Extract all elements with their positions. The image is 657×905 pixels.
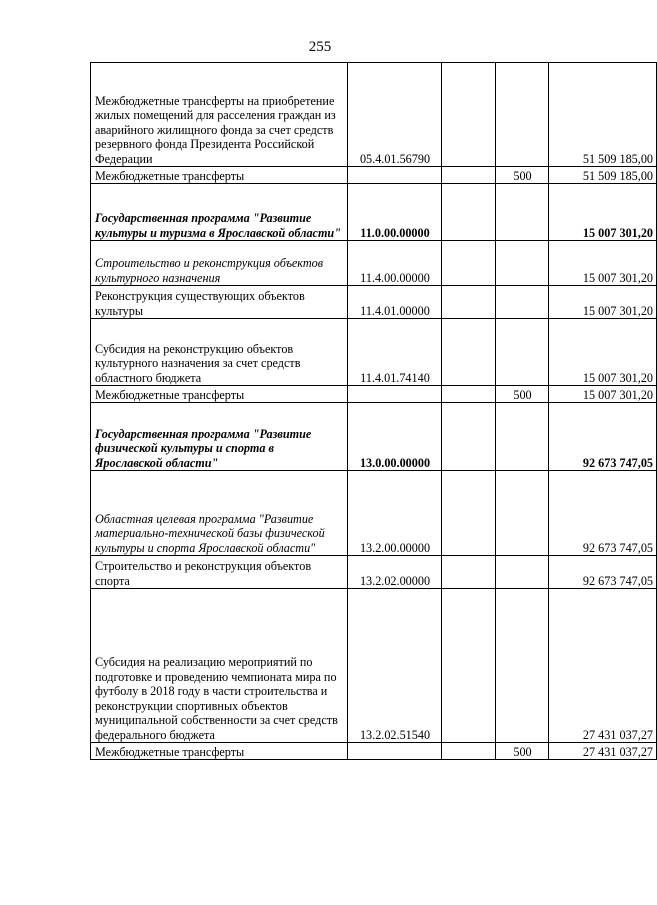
row-name: Межбюджетные трансферты — [91, 386, 348, 403]
row-amount: 92 673 747,05 — [549, 556, 657, 589]
row-vr — [496, 471, 549, 556]
table-row — [91, 471, 657, 556]
row-vr — [496, 589, 549, 743]
row-empty-cell — [442, 184, 496, 241]
row-code: 05.4.01.56790 — [348, 63, 442, 167]
row-name: Областная целевая программа "Развитие материально-технической базы физической культуры и спорта Ярославской области" — [91, 471, 348, 556]
row-name: Строительство и реконструкция объектов культурного назначения — [91, 241, 348, 286]
page-number: 255 — [308, 39, 332, 55]
row-name: Межбюджетные трансферты — [91, 743, 348, 760]
table-row — [91, 403, 657, 471]
row-vr — [496, 319, 549, 386]
row-code: 11.4.00.00000 — [348, 241, 442, 286]
row-amount: 27 431 037,27 — [549, 743, 657, 760]
row-vr: 500 — [496, 167, 549, 184]
row-amount: 51 509 185,00 — [549, 167, 657, 184]
row-code: 11.4.01.00000 — [348, 286, 442, 319]
row-name: Межбюджетные трансферты на приобретение жилых помещений для расселения граждан из аварийного жилищного фонда за счет средств резервного фонда Президента Российской Федерации — [91, 63, 348, 167]
row-empty-cell — [442, 743, 496, 760]
table-row — [91, 184, 657, 241]
row-name: Реконструкция существующих объектов культуры — [91, 286, 348, 319]
table-row — [91, 241, 657, 286]
row-vr — [496, 184, 549, 241]
row-vr: 500 — [496, 743, 549, 760]
table-row — [91, 743, 657, 760]
row-vr — [496, 241, 549, 286]
row-amount: 15 007 301,20 — [549, 286, 657, 319]
row-amount: 51 509 185,00 — [549, 63, 657, 167]
table-row — [91, 319, 657, 386]
row-vr — [496, 286, 549, 319]
row-amount: 15 007 301,20 — [549, 241, 657, 286]
row-empty-cell — [442, 241, 496, 286]
table-row — [91, 386, 657, 403]
row-empty-cell — [442, 286, 496, 319]
row-empty-cell — [442, 63, 496, 167]
table-row — [91, 63, 657, 167]
row-code: 13.2.02.51540 — [348, 589, 442, 743]
row-amount: 15 007 301,20 — [549, 184, 657, 241]
row-name: Межбюджетные трансферты — [91, 167, 348, 184]
row-empty-cell — [442, 471, 496, 556]
row-amount: 92 673 747,05 — [549, 403, 657, 471]
row-name: Субсидия на реализацию мероприятий по подготовке и проведению чемпионата мира по футболу в 2018 году в части строительства и реконструкции спортивных объектов муниципальной собственности за счет средств федерального бюджета — [91, 589, 348, 743]
row-code — [348, 386, 442, 403]
row-vr — [496, 63, 549, 167]
table-row — [91, 167, 657, 184]
row-amount: 15 007 301,20 — [549, 386, 657, 403]
table-row — [91, 589, 657, 743]
row-empty-cell — [442, 167, 496, 184]
row-empty-cell — [442, 556, 496, 589]
row-vr: 500 — [496, 386, 549, 403]
row-empty-cell — [442, 403, 496, 471]
row-name: Строительство и реконструкция объектов спорта — [91, 556, 348, 589]
row-amount: 92 673 747,05 — [549, 471, 657, 556]
row-code: 13.2.00.00000 — [348, 471, 442, 556]
row-code — [348, 743, 442, 760]
row-code: 13.0.00.00000 — [348, 403, 442, 471]
table-row — [91, 286, 657, 319]
budget-table — [90, 62, 657, 760]
row-amount: 15 007 301,20 — [549, 319, 657, 386]
row-code: 11.0.00.00000 — [348, 184, 442, 241]
row-name: Государственная программа "Развитие культуры и туризма в Ярославской области" — [91, 184, 348, 241]
row-vr — [496, 403, 549, 471]
table-row — [91, 556, 657, 589]
row-code: 11.4.01.74140 — [348, 319, 442, 386]
row-vr — [496, 556, 549, 589]
row-empty-cell — [442, 386, 496, 403]
row-amount: 27 431 037,27 — [549, 589, 657, 743]
row-name: Субсидия на реконструкцию объектов культурного назначения за счет средств областного бюджета — [91, 319, 348, 386]
row-empty-cell — [442, 589, 496, 743]
row-empty-cell — [442, 319, 496, 386]
row-name: Государственная программа "Развитие физической культуры и спорта в Ярославской области" — [91, 403, 348, 471]
row-code — [348, 167, 442, 184]
row-code: 13.2.02.00000 — [348, 556, 442, 589]
